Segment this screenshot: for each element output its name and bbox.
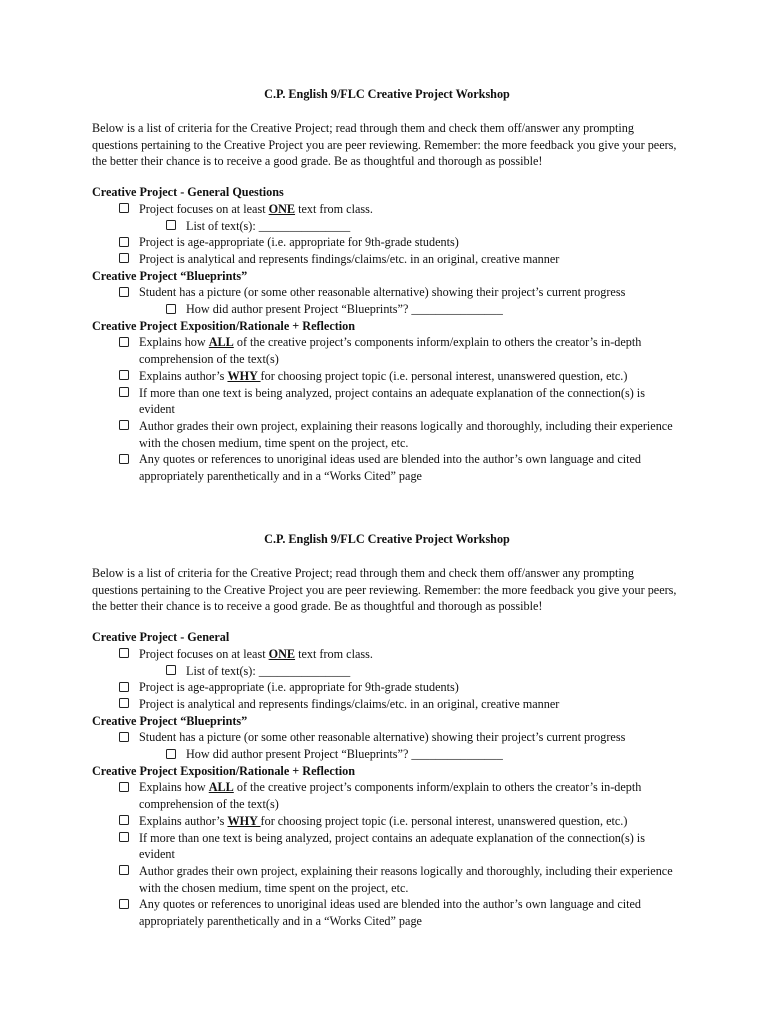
- keyword-why: WHY: [227, 368, 261, 383]
- checkbox[interactable]: [119, 648, 129, 658]
- criterion-list-texts: List of text(s): _______________: [92, 218, 682, 235]
- criterion-list-texts: List of text(s): _______________: [92, 663, 682, 680]
- keyword-all: ALL: [208, 780, 234, 795]
- criterion-why: Explains author’s WHY for choosing project topic (i.e. personal interest, unanswered question, etc.): [92, 368, 682, 385]
- section-heading-exposition: Creative Project Exposition/Rationale + Reflection: [92, 318, 356, 333]
- criterion-how-present: How did author present Project “Blueprints”? _______________: [92, 301, 682, 318]
- criterion-quotes: Any quotes or references to unoriginal ideas used are blended into the author’s own language and cited appropriately parenthetically and in a “Works Cited” page: [92, 451, 682, 484]
- keyword-all: ALL: [208, 335, 234, 350]
- checkbox[interactable]: [119, 387, 129, 397]
- criterion-one-text: Project focuses on at least ONE text from class.: [92, 201, 682, 218]
- checkbox[interactable]: [119, 287, 129, 297]
- checkbox[interactable]: [119, 370, 129, 380]
- criterion-explains-all: Explains how ALL of the creative project’s components inform/explain to others the creator’s in-depth comprehension of the text(s): [92, 779, 682, 812]
- checkbox[interactable]: [166, 220, 176, 230]
- worksheet-2: [92, 531, 682, 930]
- checkbox[interactable]: [119, 732, 129, 742]
- checkbox[interactable]: [119, 203, 129, 213]
- checkbox[interactable]: [166, 304, 176, 314]
- checkbox[interactable]: [119, 420, 129, 430]
- criterion-self-grade: Author grades their own project, explaining their reasons logically and thoroughly, including their experience with the chosen medium, time spent on the project, etc.: [92, 418, 682, 451]
- section-heading-blueprints: Creative Project “Blueprints”: [92, 268, 248, 283]
- keyword-why: WHY: [227, 813, 261, 828]
- criterion-analytical: Project is analytical and represents findings/claims/etc. in an original, creative manner: [92, 696, 682, 713]
- checkbox[interactable]: [119, 782, 129, 792]
- intro-paragraph: Below is a list of criteria for the Creative Project; read through them and check them off/answer any prompting questions pertaining to the Creative Project you are peer reviewing. Remember: the more feedback you give your peers, the better their chance is to receive a good grade. Be as thoughtful and thorough as possible!: [92, 121, 677, 169]
- section-heading-general: Creative Project - General: [92, 630, 230, 645]
- intro-paragraph: Below is a list of criteria for the Creative Project; read through them and check them off/answer any prompting questions pertaining to the Creative Project you are peer reviewing. Remember: the more feedback you give your peers, the better their chance is to receive a good grade. Be as thoughtful and thorough as possible!: [92, 566, 677, 614]
- keyword-one: ONE: [268, 646, 296, 661]
- checkbox[interactable]: [119, 454, 129, 464]
- criterion-age-appropriate: Project is age-appropriate (i.e. appropriate for 9th-grade students): [92, 679, 682, 696]
- criterion-picture: Student has a picture (or some other reasonable alternative) showing their project’s current progress: [92, 729, 682, 746]
- criterion-how-present: How did author present Project “Blueprints”? _______________: [92, 746, 682, 763]
- checkbox[interactable]: [119, 337, 129, 347]
- section-heading-general: Creative Project - General Questions: [92, 185, 284, 200]
- section-heading-blueprints: Creative Project “Blueprints”: [92, 713, 248, 728]
- criterion-more-than-one: If more than one text is being analyzed, project contains an adequate explanation of the connection(s) is evident: [92, 830, 682, 863]
- criterion-picture: Student has a picture (or some other reasonable alternative) showing their project’s current progress: [92, 284, 682, 301]
- checkbox[interactable]: [166, 749, 176, 759]
- criterion-why: Explains author’s WHY for choosing project topic (i.e. personal interest, unanswered question, etc.): [92, 813, 682, 830]
- criterion-explains-all: Explains how ALL of the creative project’s components inform/explain to others the creator’s in-depth comprehension of the text(s): [92, 334, 682, 367]
- worksheet-title: C.P. English 9/FLC Creative Project Workshop: [264, 87, 510, 101]
- checkbox[interactable]: [119, 815, 129, 825]
- checkbox[interactable]: [119, 253, 129, 263]
- criterion-more-than-one: If more than one text is being analyzed, project contains an adequate explanation of the connection(s) is evident: [92, 385, 682, 418]
- checkbox[interactable]: [119, 698, 129, 708]
- criterion-analytical: Project is analytical and represents findings/claims/etc. in an original, creative manner: [92, 251, 682, 268]
- criterion-one-text: Project focuses on at least ONE text from class.: [92, 646, 682, 663]
- checkbox[interactable]: [166, 665, 176, 675]
- worksheet-title: C.P. English 9/FLC Creative Project Workshop: [264, 532, 510, 546]
- criterion-self-grade: Author grades their own project, explaining their reasons logically and thoroughly, including their experience with the chosen medium, time spent on the project, etc.: [92, 863, 682, 896]
- checkbox[interactable]: [119, 865, 129, 875]
- keyword-one: ONE: [268, 201, 296, 216]
- worksheet-1: [92, 86, 682, 485]
- checkbox[interactable]: [119, 832, 129, 842]
- criterion-age-appropriate: Project is age-appropriate (i.e. appropriate for 9th-grade students): [92, 234, 682, 251]
- checkbox[interactable]: [119, 237, 129, 247]
- checkbox[interactable]: [119, 899, 129, 909]
- checkbox[interactable]: [119, 682, 129, 692]
- criterion-quotes: Any quotes or references to unoriginal ideas used are blended into the author’s own language and cited appropriately parenthetically and in a “Works Cited” page: [92, 896, 682, 929]
- section-heading-exposition: Creative Project Exposition/Rationale + Reflection: [92, 763, 356, 778]
